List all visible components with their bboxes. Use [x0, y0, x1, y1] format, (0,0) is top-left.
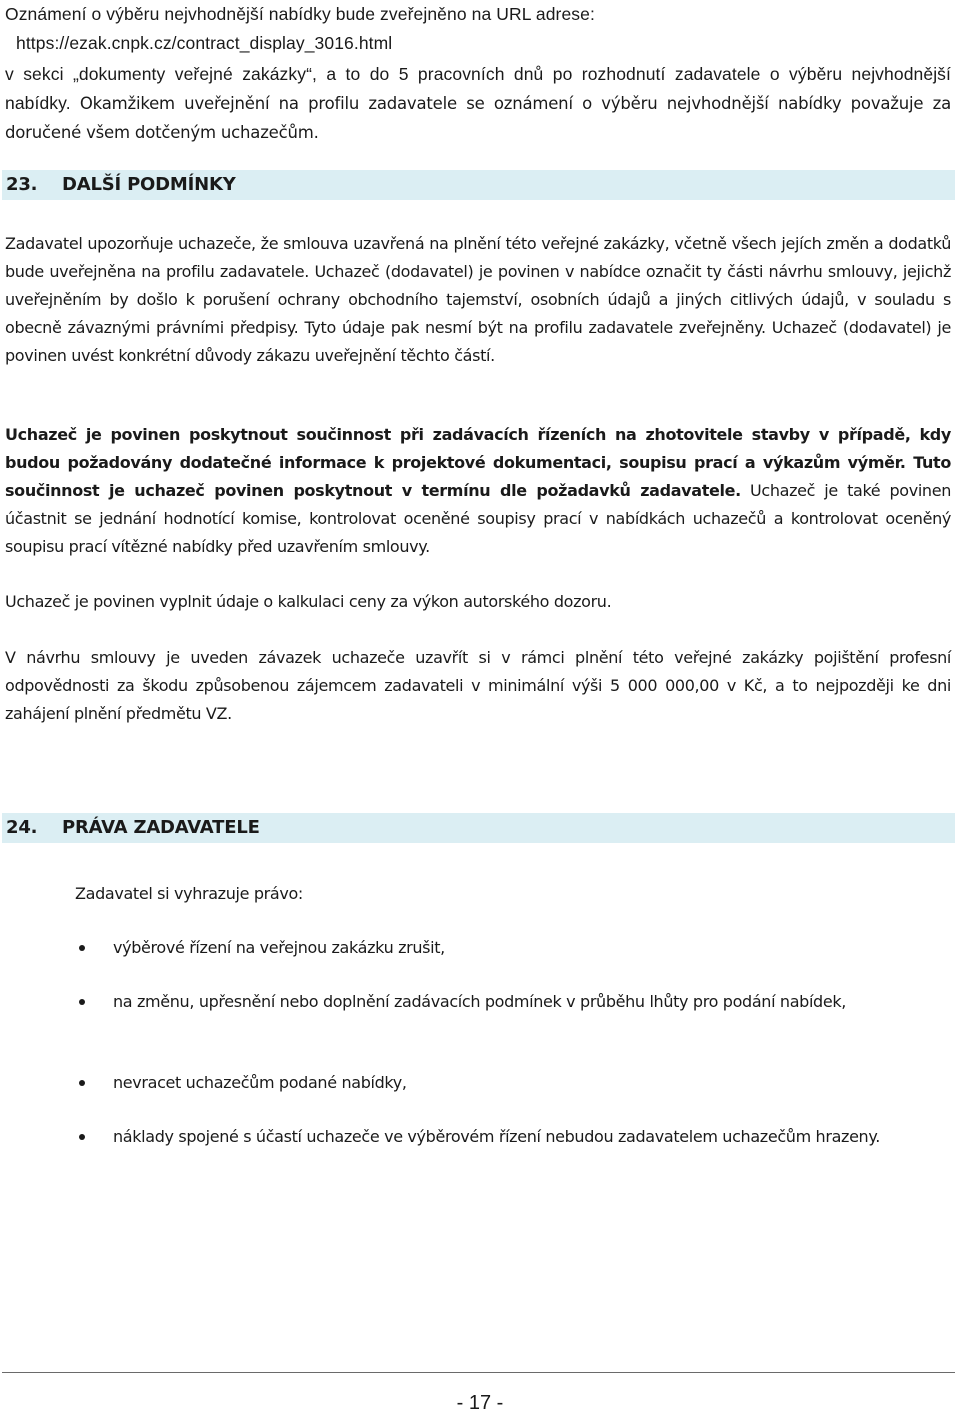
section-24-number: 24. — [6, 817, 38, 838]
section-23-paragraph-1: Zadavatel upozorňuje uchazeče, že smlouva uzavřená na plnění této veřejné zakázky, včetně všech jejích změn a dodatků bude uveřejněna na profilu zadavatele. Uchazeč (dodavatel) je povinen v nabídce označit ty části návrhu smlouvy, jejichž uveřejněním by došlo k porušení ochrany obchodního tajemství, osobních údajů a jiných citlivých údajů, v souladu s obecně závaznými právními předpisy. Tyto údaje pak nesmí být na profilu zadavatele zveřejněny. Uchazeč (dodavatel) je povinen uvést konkrétní důvody zákazu uveřejnění těchto částí. — [5, 234, 951, 365]
list-item-text: výběrové řízení na veřejnou zakázku zrušit, — [113, 938, 445, 957]
list-item-text: náklady spojené s účastí uchazeče ve výběrovém řízení nebudou zadavatelem uchazečům hrazeny. — [113, 1127, 880, 1146]
section-23-number: 23. — [6, 174, 38, 195]
notice-line-1: Oznámení o výběru nejvhodnější nabídky bude zveřejněno na URL adrese: — [5, 4, 595, 24]
page-number: - 17 - — [456, 1392, 504, 1414]
section-23-heading — [2, 170, 955, 200]
notice-url: https://ezak.cnpk.cz/contract_display_3016.html — [16, 33, 393, 53]
section-24-intro: Zadavatel si vyhrazuje právo: — [75, 884, 303, 903]
notice-sentence-2: Okamžikem uveřejnění na profilu zadavatele se oznámení o výběru nejvhodnější nabídky považuje za doručené všem dotčeným uchazečům. — [5, 94, 951, 142]
section-24-heading — [2, 813, 955, 843]
section-23-paragraph-2-normal: Uchazeč je také povinen účastnit se jednání hodnotící komise, kontrolovat oceněné soupisy prací v nabídkách uchazečů a kontrolovat oceněný soupisu prací vítězné nabídky před uzavřením smlouvy. — [5, 481, 951, 556]
footer-divider — [2, 1372, 955, 1373]
notice-paragraph — [5, 60, 951, 147]
section-23-paragraph-3: Uchazeč je povinen vyplnit údaje o kalkulaci ceny za výkon autorského dozoru. — [5, 592, 612, 611]
bullet-icon — [79, 1080, 85, 1086]
section-23-paragraph-2-bold: Uchazeč je povinen poskytnout součinnost při zadávacích řízeních na zhotovitele stavby v případě, kdy budou požadovány dodatečné informace k projektové dokumentaci, soupisu prací a výkazům výměr. Tuto součinnost je uchazeč povinen poskytnout v termínu dle požadavků zadavatele. — [5, 425, 951, 500]
section-24-title: PRÁVA ZADAVATELE — [62, 817, 260, 838]
section-23-paragraph-2 — [5, 421, 951, 561]
section-23-paragraph-4: V návrhu smlouvy je uveden závazek uchazeče uzavřít si v rámci plnění této veřejné zakázky pojištění profesní odpovědnosti za škodu způsobenou zájemcem zadavateli v minimální výši 5 000 000,00 v Kč, a to nejpozději ke dni zahájení plnění předmětu VZ. — [5, 648, 951, 723]
notice-sentence-1: v sekci „dokumenty veřejné zakázky“, a to do 5 pracovních dnů po rozhodnutí zadavatele o výběru nejvhodnější nabídky. — [5, 64, 951, 113]
bullet-icon — [79, 945, 85, 951]
list-item-text: na změnu, upřesnění nebo doplnění zadávacích podmínek v průběhu lhůty pro podání nabídek, — [113, 992, 846, 1011]
bullet-icon — [79, 1134, 85, 1140]
list-item-text: nevracet uchazečům podané nabídky, — [113, 1073, 407, 1092]
bullet-icon — [79, 999, 85, 1005]
section-23-title: DALŠÍ PODMÍNKY — [62, 174, 236, 195]
